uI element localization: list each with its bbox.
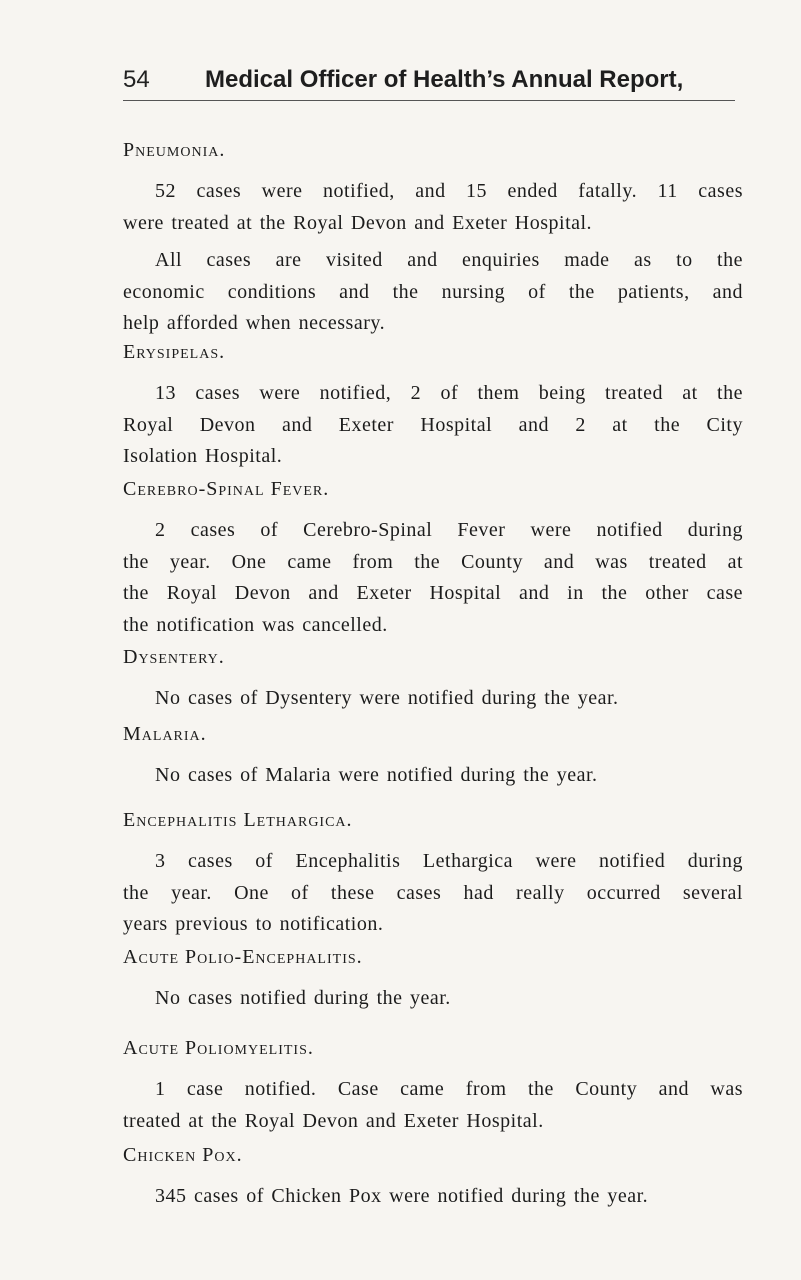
paragraph [123, 760, 743, 792]
page-number: 54 [123, 66, 150, 93]
section-pneumonia [123, 136, 743, 340]
text-line: help afforded when necessary. [123, 312, 386, 334]
text-line: the year. One came from the County and was treated at [123, 550, 743, 573]
section-heading: Chicken Pox. [123, 1144, 243, 1166]
text-line: 52 cases were notified, and 15 ended fatally. 11 cases [155, 180, 743, 202]
paragraph [123, 1074, 743, 1137]
header-rule [123, 100, 735, 101]
text-line: 345 cases of Chicken Pox were notified during the year. [155, 1185, 649, 1207]
text-line: were treated at the Royal Devon and Exeter Hospital. [123, 211, 593, 234]
section-heading: Acute Polio-Encephalitis. [123, 946, 363, 968]
paragraph [123, 846, 743, 941]
section-heading: Pneumonia. [123, 139, 226, 161]
paragraph [123, 176, 743, 239]
text-line: economic conditions and the nursing of the patients, and [123, 280, 743, 303]
text-line: the Royal Devon and Exeter Hospital and in the other case [123, 582, 743, 604]
text-line: No cases of Dysentery were notified during the year. [155, 687, 619, 709]
text-line: 2 cases of Cerebro-Spinal Fever were notified during [155, 519, 743, 541]
text-line: 3 cases of Encephalitis Lethargica were notified during [155, 850, 743, 872]
section-dysentery [123, 643, 743, 715]
paragraph [123, 515, 743, 641]
paragraph [123, 1181, 743, 1213]
paragraph [123, 378, 743, 473]
section-heading: Malaria. [123, 723, 207, 745]
text-line: the notification was cancelled. [123, 613, 388, 636]
section-heading: Encephalitis Lethargica. [123, 809, 353, 831]
paragraph [123, 983, 743, 1015]
running-head [123, 60, 735, 104]
text-line: treated at the Royal Devon and Exeter Hospital. [123, 1109, 544, 1132]
text-line: years previous to notification. [123, 913, 384, 935]
paragraph [123, 683, 743, 715]
text-line: No cases of Malaria were notified during the year. [155, 764, 598, 786]
section-heading: Erysipelas. [123, 341, 226, 363]
section-malaria [123, 720, 743, 792]
text-line: 1 case notified. Case came from the County and was [155, 1078, 743, 1100]
section-erysipelas [123, 338, 743, 473]
text-line: the year. One of these cases had really occurred several [123, 881, 743, 904]
text-line: Isolation Hospital. [123, 445, 283, 467]
section-chicken-pox [123, 1141, 743, 1213]
section-heading: Dysentery. [123, 646, 225, 668]
section-heading: Cerebro-Spinal Fever. [123, 478, 330, 500]
text-line: 13 cases were notified, 2 of them being treated at the [155, 382, 743, 404]
report-title: Medical Officer of Health’s Annual Report, [205, 66, 684, 93]
text-line: No cases notified during the year. [155, 987, 451, 1009]
section-acute-poliomyelitis [123, 1034, 743, 1137]
section-acute-polio-encephalitis [123, 943, 743, 1015]
text-line: Royal Devon and Exeter Hospital and 2 at the City [123, 413, 743, 436]
paragraph [123, 245, 743, 340]
section-cerebro-spinal-fever [123, 475, 743, 641]
text-line: All cases are visited and enquiries made as to the [155, 249, 743, 271]
section-heading: Acute Poliomyelitis. [123, 1037, 314, 1059]
section-encephalitis-lethargica [123, 806, 743, 941]
